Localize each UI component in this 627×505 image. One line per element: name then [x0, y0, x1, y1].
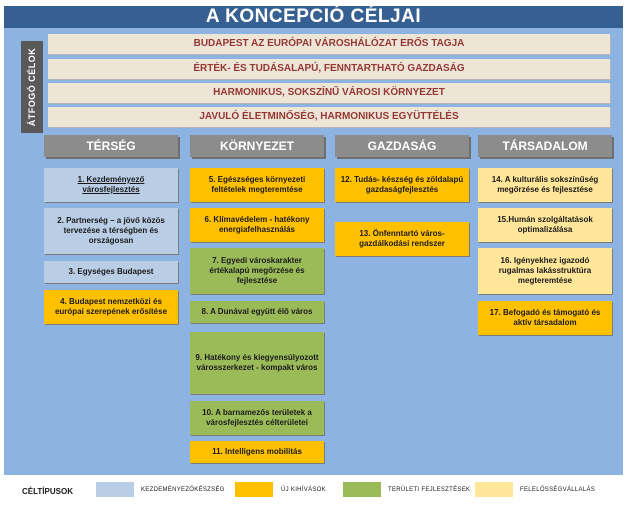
overarching-goal-2: ÉRTÉK- ÉS TUDÁSALAPÚ, FENNTARTHATÓ GAZDASÁG	[48, 59, 610, 79]
legend-swatch-initiative	[96, 482, 134, 497]
goal-box-10: 10. A barnamezős területek a városfejlesztés célterületei	[190, 401, 324, 435]
legend-swatch-territorial	[343, 482, 381, 497]
diagram-panel	[4, 6, 623, 475]
legend-label-responsibility: FELELŐSSÉGVÁLLALÁS	[520, 487, 596, 493]
goal-box-5: 5. Egészséges környezeti feltételek megteremtése	[190, 168, 324, 202]
side-label-overarching-goals	[21, 41, 43, 133]
column-header-tarsadalom: TÁRSADALOM	[478, 135, 612, 157]
goal-box-2: 2. Partnerség – a jövő közös tervezése a térségben és országosan	[44, 208, 178, 254]
goal-box-15: 15.Humán szolgáltatások optimalizálása	[478, 208, 612, 242]
legend-label-territorial: TERÜLETI FEJLESZTÉSEK	[388, 487, 471, 493]
legend-title: CÉLTÍPUSOK	[22, 487, 73, 496]
goal-box-16: 16. Igényekhez igazodó rugalmas lakásstruktúra megteremtése	[478, 248, 612, 294]
goal-box-4: 4. Budapest nemzetközi és európai szerepének erősítése	[44, 290, 178, 324]
goal-box-17: 17. Befogadó és támogató és aktív társadalom	[478, 301, 612, 335]
legend-label-initiative: KEZDEMÉNYEZŐKÉSZSÉG	[141, 487, 225, 493]
overarching-goal-4: JAVULÓ ÉLETMINŐSÉG, HARMONIKUS EGYÜTTÉLÉS	[48, 107, 610, 127]
goal-box-14: 14. A kulturális sokszínűség megőrzése és fejlesztése	[478, 168, 612, 202]
overarching-goal-1: BUDAPEST AZ EURÓPAI VÁROSHÁLÓZAT ERŐS TAGJA	[48, 34, 610, 54]
goal-box-1: 1. Kezdeményező városfejlesztés	[44, 168, 178, 202]
goal-box-8: 8. A Dunával együtt élő város	[190, 301, 324, 323]
goal-box-9: 9. Hatékony és kiegyensúlyozott városszerkezet - kompakt város	[190, 332, 324, 394]
goal-box-7: 7. Egyedi városkarakter értékalapú megőrzése és fejlesztése	[190, 248, 324, 294]
goal-box-6: 6. Klímavédelem - hatékony energiafelhasználás	[190, 208, 324, 242]
legend-swatch-responsibility	[475, 482, 513, 497]
goal-box-12: 12. Tudás- készség és zöldalapú gazdaságfejlesztés	[335, 168, 469, 202]
goal-box-13: 13. Önfenntartó város-gazdálkodási rendszer	[335, 222, 469, 256]
goal-box-3: 3. Egységes Budapest	[44, 261, 178, 283]
side-label-text: ÁTFOGÓ CÉLOK	[27, 47, 37, 127]
column-header-tersegek: TÉRSÉG	[44, 135, 178, 157]
legend-swatch-new-challenges	[235, 482, 273, 497]
diagram-title: A KONCEPCIÓ CÉLJAI	[4, 6, 623, 28]
column-header-kornyezet: KÖRNYEZET	[190, 135, 324, 157]
overarching-goal-3: HARMONIKUS, SOKSZÍNŰ VÁROSI KÖRNYEZET	[48, 83, 610, 103]
column-header-gazdasag: GAZDASÁG	[335, 135, 469, 157]
legend-label-new-challenges: ÚJ KIHÍVÁSOK	[281, 487, 326, 493]
goal-box-11: 11. Intelligens mobilitás	[190, 441, 324, 463]
